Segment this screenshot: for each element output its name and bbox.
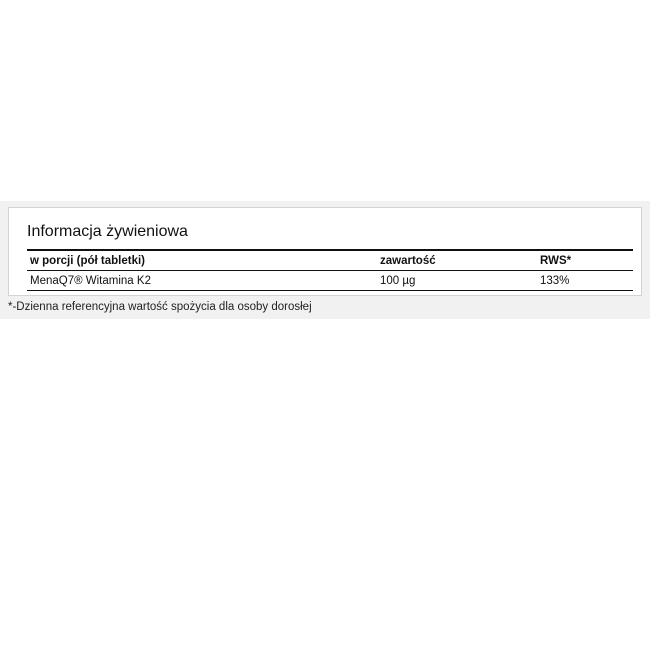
nutrition-title: Informacja żywieniowa xyxy=(27,223,188,240)
table-header-row xyxy=(27,250,633,271)
table-row xyxy=(27,271,633,291)
nutrition-card xyxy=(8,207,642,296)
column-header-portion: w porcji (pół tabletki) xyxy=(27,250,377,271)
rws-footnote: *-Dzienna referencyjna wartość spożycia dla osoby dorosłej xyxy=(8,301,312,313)
ingredient-amount: 100 µg xyxy=(377,271,537,291)
ingredient-name: MenaQ7® Witamina K2 xyxy=(27,271,377,291)
ingredient-rws: 133% xyxy=(537,271,633,291)
nutrition-table xyxy=(27,249,633,291)
column-header-rws: RWS* xyxy=(537,250,633,271)
nutrition-panel xyxy=(0,201,650,319)
column-header-content: zawartość xyxy=(377,250,537,271)
